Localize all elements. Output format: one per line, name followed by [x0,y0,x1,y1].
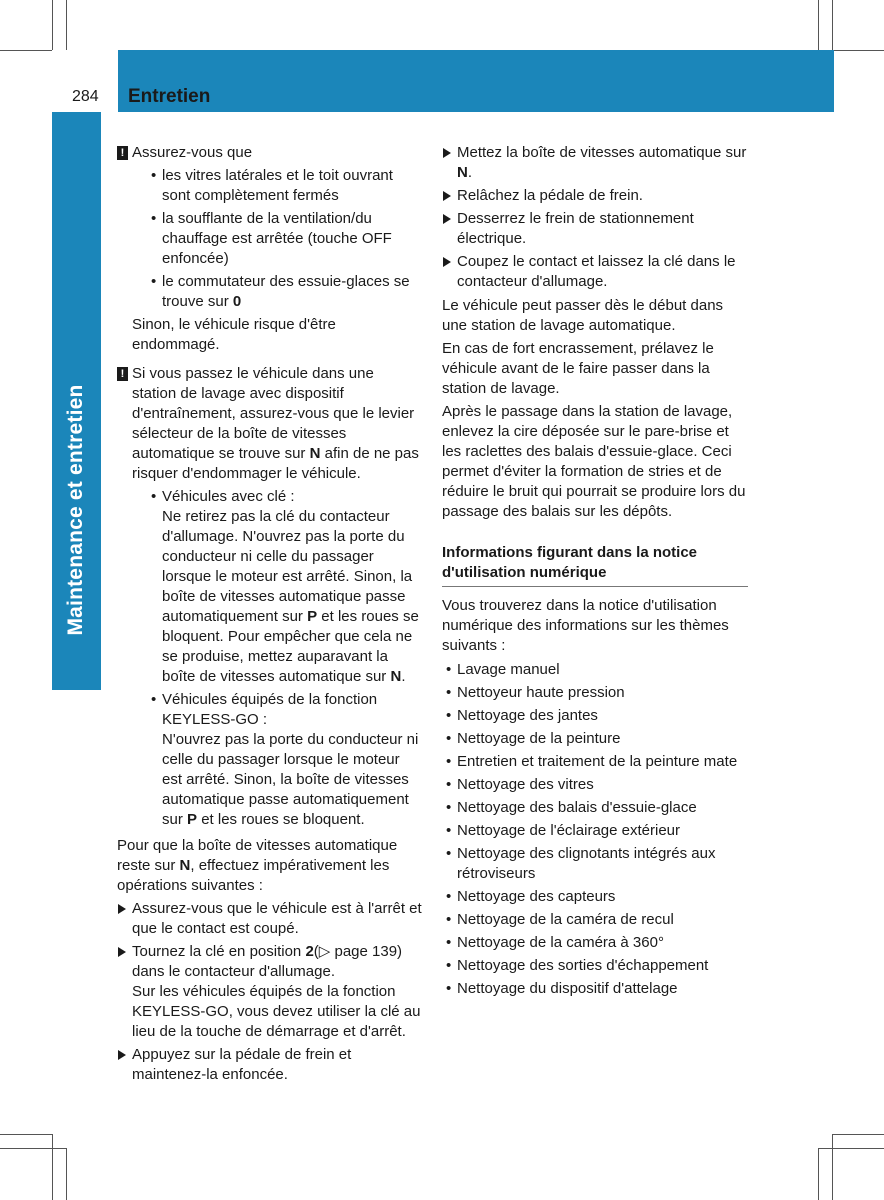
crop-mark [832,1134,884,1135]
text-run: afin de ne pas risquer d'endommager le véhicule. [132,445,419,482]
crop-mark [818,1148,819,1200]
section-intro: Vous trouverez dans la notice d'utilisation numérique des informations sur les thèmes suivants : [442,597,729,654]
text-run: et les roues se bloquent. Pour empêcher que cela ne se produise, mettez auparavant la boîte de vitesses automatique sur [162,608,419,685]
instruction-step [442,186,748,206]
step-text: Desserrez le frein de stationnement électrique. [457,210,694,247]
text-run: Si vous passez le véhicule dans une station de lavage avec dispositif d'entraînement, assurez-vous que le levier sélecteur de la boîte de vitesses automatique se trouve sur [132,365,415,462]
warning-outro: Sinon, le véhicule risque d'être endommagé. [132,316,336,353]
warning-note [117,364,422,830]
step-text: Appuyez sur la pédale de frein et maintenez-la enfoncée. [132,1046,352,1083]
warning-note [117,143,422,355]
instruction-step [442,143,748,183]
list-item: • Nettoyage des capteurs [442,887,748,907]
page-title: Entretien [128,86,211,107]
list-item: • Véhicules équipés de la fonction KEYLESS-GO : [147,690,422,730]
text-run: Tournez la clé en position [132,943,306,960]
warning-intro: Assurez-vous que [132,144,253,161]
arrow-right-icon [443,257,451,267]
list-item: • Nettoyage des balais d'essuie-glace [442,798,748,818]
page-number-box [52,50,118,112]
crop-mark [52,0,53,50]
bold-value: N [390,668,402,685]
step-note: Sur les véhicules équipés de la fonction KEYLESS-GO, vous devez utiliser la clé au lieu de la touche de démarrage et d'arrêt. [132,983,421,1040]
text-run: . [401,668,406,685]
page-reference[interactable]: (▷ page 139) [313,943,403,960]
bold-value: P [307,608,318,625]
bold-value: N [457,164,468,181]
chapter-tab-label: Maintenance et entretien [64,384,87,636]
step-text: Relâchez la pédale de frein. [457,187,643,204]
instruction-step [117,899,422,939]
list-item: • Lavage manuel [442,660,748,680]
list-item: • la soufflante de la ventilation/du chauffage est arrêtée (touche OFF enfoncée) [147,209,422,269]
arrow-right-icon [118,1050,126,1060]
paragraph: Le véhicule peut passer dès le début dans une station de lavage automatique. [442,297,724,334]
warning-text [132,364,422,484]
list-item: • les vitres latérales et le toit ouvrant sont complètement fermés [147,166,422,206]
crop-mark [0,1134,52,1135]
arrow-right-icon [443,148,451,158]
sub-paragraph [147,507,422,687]
crop-mark [832,0,833,50]
crop-mark [52,1134,53,1200]
paragraph: En cas de fort encrassement, prélavez le véhicule avant de le faire passer dans la station de lavage. [442,340,714,397]
bold-value: P [187,811,198,828]
arrow-right-icon [443,214,451,224]
list-item: • Nettoyage des clignotants intégrés aux rétroviseurs [442,844,748,884]
text-run: dans le contacteur d'allumage. [132,963,335,980]
list-item: • Nettoyage des jantes [442,706,748,726]
step-text: Coupez le contact et laissez la clé dans le contacteur d'allumage. [457,253,736,290]
instruction-step [442,252,748,292]
text-run: . [467,164,473,181]
arrow-right-icon [118,904,126,914]
instruction-step [442,209,748,249]
crop-mark [834,50,884,51]
bold-value: 0 [232,293,242,310]
crop-mark [832,1134,833,1200]
text-run: , effectuez impérativement les opérations suivantes : [117,857,390,894]
step-text: Assurez-vous que le véhicule est à l'arrêt et que le contact est coupé. [132,900,422,937]
warning-icon: ! [117,367,128,381]
text-run: et les roues se bloquent. [197,811,365,828]
right-column [442,143,748,999]
list-item: • Nettoyage des sorties d'échappement [442,956,748,976]
instruction-step [117,942,422,1042]
paragraph: Après le passage dans la station de lavage, enlevez la cire déposée sur le pare-brise et les raclettes des balais d'essuie-glace. Ceci permet d'éviter la formation de stries et de réduire le bruit qui pourrait se produire lors du passage des balais sur les dépôts. [442,403,746,520]
list-item: • Entretien et traitement de la peinture mate [442,752,748,772]
list-item [147,272,422,312]
instruction-step [117,1045,422,1085]
list-item: • Nettoyage de la peinture [442,729,748,749]
crop-mark [818,1148,884,1149]
crop-mark [66,1148,67,1200]
left-column [117,143,422,1085]
crop-mark [0,1148,66,1149]
sub-paragraph [147,730,422,830]
paragraph [117,836,422,896]
warning-icon: ! [117,146,128,160]
text-run: le commutateur des essuie-glaces se trouve sur [162,273,410,310]
bold-value: N [309,445,321,462]
text-run: Pour que la boîte de vitesses automatique reste sur [117,837,398,874]
list-item: • Nettoyage du dispositif d'attelage [442,979,748,999]
list-item: • Nettoyage de l'éclairage extérieur [442,821,748,841]
topic-list [442,660,748,999]
text-run: Ne retirez pas la clé du contacteur d'allumage. N'ouvrez pas la porte du conducteur ni celle du passager lorsque le moteur est arrêté. Sinon, la boîte de vitesses automatique passe automatiquement sur [162,508,413,625]
text-run: Mettez la boîte de vitesses automatique sur [457,144,747,161]
crop-mark [0,50,52,51]
list-item: • Véhicules avec clé : [147,487,422,507]
arrow-right-icon [443,191,451,201]
list-item: • Nettoyage de la caméra de recul [442,910,748,930]
list-item: • Nettoyage des vitres [442,775,748,795]
header-bar [118,50,834,112]
text-run: N'ouvrez pas la porte du conducteur ni celle du passager lorsque le moteur est arrêté. Sinon, la boîte de vitesses automatique passe automatiquement sur [162,731,419,828]
section-heading: Informations figurant dans la notice d'utilisation numérique [442,543,748,587]
list-item: • Nettoyeur haute pression [442,683,748,703]
bold-value: 2 [305,943,314,960]
bold-value: N [179,857,191,874]
list-item: • Nettoyage de la caméra à 360° [442,933,748,953]
arrow-right-icon [118,947,126,957]
crop-mark [818,0,819,50]
page-number: 284 [72,88,99,105]
crop-mark [66,0,67,50]
